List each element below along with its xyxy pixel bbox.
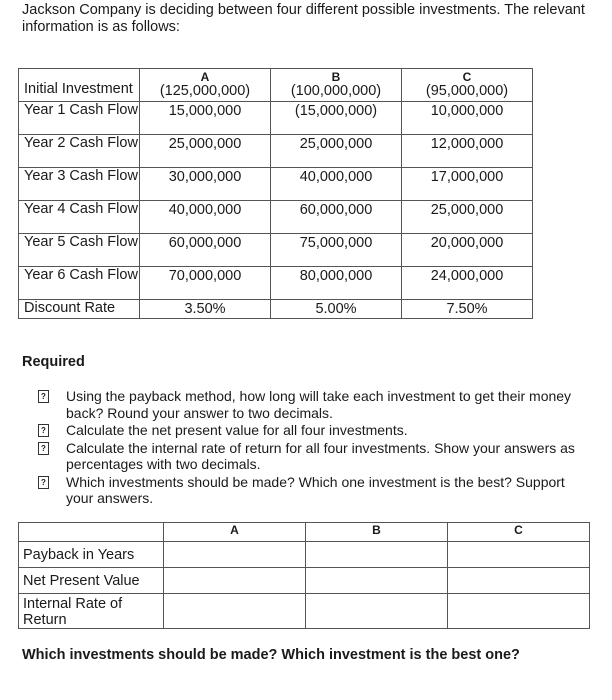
answer-cell[interactable]: [164, 568, 306, 594]
list-item: ? Calculate the net present value for all four investments.: [38, 422, 588, 439]
cell: 10,000,000: [402, 102, 533, 135]
table-row: [19, 300, 533, 319]
cell: 5.00%: [271, 300, 402, 319]
required-heading: Required: [22, 354, 85, 370]
cell: 17,000,000: [402, 168, 533, 201]
row-label: Net Present Value: [19, 568, 164, 594]
answer-table: [18, 522, 590, 629]
table-row: [19, 135, 533, 168]
table-header-row: [19, 523, 590, 542]
cell: B (100,000,000): [271, 69, 402, 102]
row-label: Payback in Years: [19, 542, 164, 568]
unknown-glyph-icon: ?: [38, 442, 49, 455]
row-label: Year 6 Cash Flow: [19, 267, 140, 300]
investment-table: [18, 68, 533, 319]
column-header: B: [306, 523, 448, 542]
column-header: A: [200, 70, 210, 84]
cell: 25,000,000: [140, 135, 271, 168]
table-row: [19, 594, 590, 629]
table-row: [19, 234, 533, 267]
table-row: [19, 267, 533, 300]
blank-header-cell: [19, 523, 164, 542]
table-row: [19, 542, 590, 568]
cell: C (95,000,000): [402, 69, 533, 102]
table-row: [19, 201, 533, 234]
row-label: Internal Rate of Return: [19, 594, 164, 629]
table-row: [19, 69, 533, 102]
answer-cell[interactable]: [164, 594, 306, 629]
cell: 20,000,000: [402, 234, 533, 267]
row-label: Discount Rate: [19, 300, 140, 319]
list-item: ? Using the payback method, how long will take each investment to get their money back? Round your answer to two decimals.: [38, 388, 588, 421]
table-row: [19, 102, 533, 135]
column-header: B: [331, 70, 341, 84]
answer-cell[interactable]: [306, 568, 448, 594]
row-label: Year 2 Cash Flow: [19, 135, 140, 168]
answer-cell[interactable]: [448, 542, 590, 568]
answer-cell[interactable]: [306, 542, 448, 568]
answer-cell[interactable]: [448, 568, 590, 594]
row-label: Year 1 Cash Flow: [19, 102, 140, 135]
final-question: Which investments should be made? Which investment is the best one?: [22, 647, 520, 663]
cell: 60,000,000: [140, 234, 271, 267]
cell: 15,000,000: [140, 102, 271, 135]
column-header: A: [164, 523, 306, 542]
cell: 30,000,000: [140, 168, 271, 201]
answer-cell[interactable]: [306, 594, 448, 629]
unknown-glyph-icon: ?: [38, 390, 49, 403]
row-label: Initial Investment: [19, 69, 140, 102]
cell: 12,000,000: [402, 135, 533, 168]
cell: 40,000,000: [271, 168, 402, 201]
cell: 70,000,000: [140, 267, 271, 300]
cell: 40,000,000: [140, 201, 271, 234]
cell: 60,000,000: [271, 201, 402, 234]
cell: 25,000,000: [271, 135, 402, 168]
answer-cell[interactable]: [448, 594, 590, 629]
column-header: C: [462, 70, 472, 84]
cell: 25,000,000: [402, 201, 533, 234]
table-row: [19, 168, 533, 201]
row-label: Year 3 Cash Flow: [19, 168, 140, 201]
answer-cell[interactable]: [164, 542, 306, 568]
cell: 7.50%: [402, 300, 533, 319]
cell: 80,000,000: [271, 267, 402, 300]
table-row: [19, 568, 590, 594]
column-header: C: [448, 523, 590, 542]
cell: 75,000,000: [271, 234, 402, 267]
list-item: ? Calculate the internal rate of return for all four investments. Show your answers as percentages with two decimals.: [38, 440, 588, 473]
cell: 3.50%: [140, 300, 271, 319]
list-item: ? Which investments should be made? Which one investment is the best? Support your answers.: [38, 474, 588, 507]
unknown-glyph-icon: ?: [38, 476, 49, 489]
intro-text: Jackson Company is deciding between four different possible investments. The relevant information is as follows:: [22, 2, 585, 35]
unknown-glyph-icon: ?: [38, 424, 49, 437]
cell: A (125,000,000): [140, 69, 271, 102]
row-label: Year 4 Cash Flow: [19, 201, 140, 234]
row-label: Year 5 Cash Flow: [19, 234, 140, 267]
cell: (15,000,000): [271, 102, 402, 135]
question-list: [38, 388, 588, 508]
cell: 24,000,000: [402, 267, 533, 300]
